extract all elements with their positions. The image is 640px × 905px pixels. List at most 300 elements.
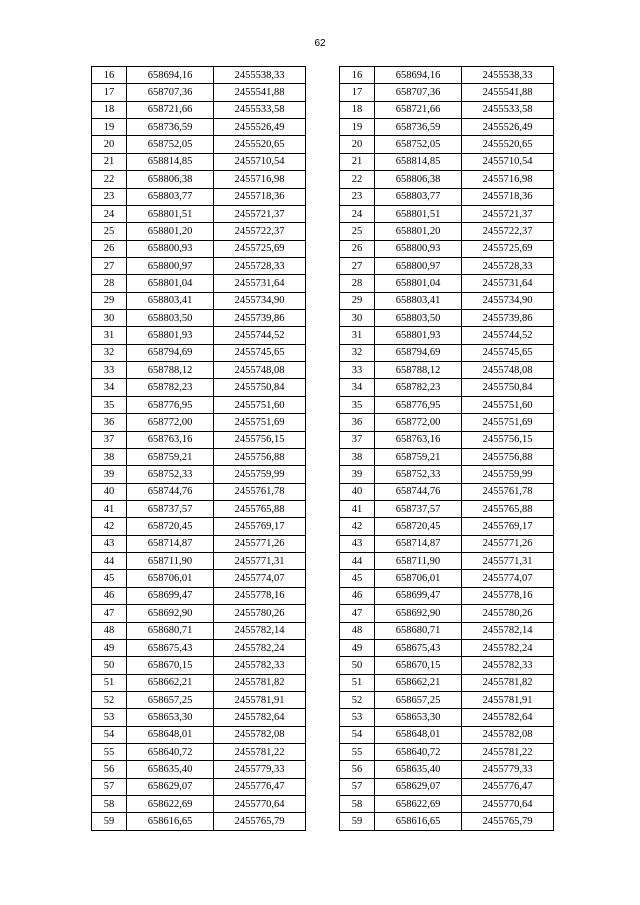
- y-coordinate-cell: 2455721,37: [214, 205, 306, 222]
- x-coordinate-cell: 658721,66: [375, 101, 462, 118]
- point-number-cell: 57: [340, 778, 375, 795]
- x-coordinate-cell: 658776,95: [375, 396, 462, 413]
- y-coordinate-cell: 2455533,58: [462, 101, 554, 118]
- x-coordinate-cell: 658657,25: [127, 691, 214, 708]
- table-row: [92, 136, 306, 153]
- point-number-cell: 33: [92, 362, 127, 379]
- point-number-cell: 51: [340, 674, 375, 691]
- point-number-cell: 31: [92, 327, 127, 344]
- point-number-cell: 54: [92, 726, 127, 743]
- table-row: [92, 205, 306, 222]
- table-row: [92, 396, 306, 413]
- table-row: [340, 119, 554, 136]
- y-coordinate-cell: 2455541,88: [214, 84, 306, 101]
- point-number-cell: 43: [92, 535, 127, 552]
- table-row: [340, 240, 554, 257]
- table-row: [92, 744, 306, 761]
- table-row: [340, 796, 554, 813]
- point-number-cell: 41: [92, 500, 127, 517]
- y-coordinate-cell: 2455538,33: [214, 67, 306, 84]
- x-coordinate-cell: 658653,30: [127, 709, 214, 726]
- point-number-cell: 29: [340, 292, 375, 309]
- table-row: [340, 101, 554, 118]
- table-row: [340, 778, 554, 795]
- point-number-cell: 27: [92, 257, 127, 274]
- point-number-cell: 50: [340, 657, 375, 674]
- y-coordinate-cell: 2455751,69: [462, 414, 554, 431]
- y-coordinate-cell: 2455765,79: [214, 813, 306, 830]
- y-coordinate-cell: 2455716,98: [462, 171, 554, 188]
- y-coordinate-cell: 2455756,88: [462, 448, 554, 465]
- y-coordinate-cell: 2455718,36: [462, 188, 554, 205]
- table-row: [340, 518, 554, 535]
- y-coordinate-cell: 2455782,14: [462, 622, 554, 639]
- y-coordinate-cell: 2455778,16: [462, 587, 554, 604]
- y-coordinate-cell: 2455778,16: [214, 587, 306, 604]
- x-coordinate-cell: 658721,66: [127, 101, 214, 118]
- x-coordinate-cell: 658706,01: [375, 570, 462, 587]
- x-coordinate-cell: 658801,04: [375, 275, 462, 292]
- y-coordinate-cell: 2455761,78: [214, 483, 306, 500]
- y-coordinate-cell: 2455774,07: [462, 570, 554, 587]
- y-coordinate-cell: 2455718,36: [214, 188, 306, 205]
- table-row: [92, 188, 306, 205]
- point-number-cell: 53: [92, 709, 127, 726]
- point-number-cell: 17: [340, 84, 375, 101]
- point-number-cell: 58: [92, 796, 127, 813]
- point-number-cell: 21: [92, 153, 127, 170]
- table-row: [340, 657, 554, 674]
- table-row: [340, 396, 554, 413]
- x-coordinate-cell: 658670,15: [127, 657, 214, 674]
- table-row: [92, 587, 306, 604]
- y-coordinate-cell: 2455728,33: [462, 257, 554, 274]
- x-coordinate-cell: 658794,69: [375, 344, 462, 361]
- point-number-cell: 41: [340, 500, 375, 517]
- x-coordinate-cell: 658782,23: [127, 379, 214, 396]
- x-coordinate-cell: 658801,51: [127, 205, 214, 222]
- point-number-cell: 22: [340, 171, 375, 188]
- y-coordinate-cell: 2455770,64: [462, 796, 554, 813]
- table-row: [92, 605, 306, 622]
- y-coordinate-cell: 2455716,98: [214, 171, 306, 188]
- table-row: [92, 240, 306, 257]
- x-coordinate-cell: 658744,76: [375, 483, 462, 500]
- table-row: [92, 119, 306, 136]
- y-coordinate-cell: 2455782,08: [462, 726, 554, 743]
- table-row: [92, 431, 306, 448]
- point-number-cell: 54: [340, 726, 375, 743]
- table-row: [340, 379, 554, 396]
- point-number-cell: 27: [340, 257, 375, 274]
- table-row: [92, 344, 306, 361]
- point-number-cell: 29: [92, 292, 127, 309]
- table-row: [92, 223, 306, 240]
- y-coordinate-cell: 2455781,82: [214, 674, 306, 691]
- point-number-cell: 43: [340, 535, 375, 552]
- y-coordinate-cell: 2455745,65: [214, 344, 306, 361]
- x-coordinate-cell: 658806,38: [375, 171, 462, 188]
- x-coordinate-cell: 658801,04: [127, 275, 214, 292]
- table-row: [340, 344, 554, 361]
- y-coordinate-cell: 2455779,33: [214, 761, 306, 778]
- y-coordinate-cell: 2455744,52: [214, 327, 306, 344]
- table-row: [92, 570, 306, 587]
- table-row: [92, 171, 306, 188]
- point-number-cell: 16: [92, 67, 127, 84]
- point-number-cell: 45: [92, 570, 127, 587]
- table-row: [92, 726, 306, 743]
- point-number-cell: 58: [340, 796, 375, 813]
- table-row: [92, 448, 306, 465]
- point-number-cell: 36: [92, 414, 127, 431]
- x-coordinate-cell: 658707,36: [375, 84, 462, 101]
- y-coordinate-cell: 2455748,08: [214, 362, 306, 379]
- y-coordinate-cell: 2455750,84: [214, 379, 306, 396]
- table-row: [340, 292, 554, 309]
- point-number-cell: 26: [92, 240, 127, 257]
- point-number-cell: 40: [340, 483, 375, 500]
- point-number-cell: 48: [340, 622, 375, 639]
- y-coordinate-cell: 2455771,31: [462, 553, 554, 570]
- y-coordinate-cell: 2455538,33: [462, 67, 554, 84]
- table-row: [92, 657, 306, 674]
- x-coordinate-cell: 658759,21: [127, 448, 214, 465]
- y-coordinate-cell: 2455710,54: [214, 153, 306, 170]
- x-coordinate-cell: 658776,95: [127, 396, 214, 413]
- point-number-cell: 47: [92, 605, 127, 622]
- table-row: [340, 744, 554, 761]
- table-row: [92, 709, 306, 726]
- y-coordinate-cell: 2455782,33: [214, 657, 306, 674]
- x-coordinate-cell: 658714,87: [375, 535, 462, 552]
- table-row: [340, 67, 554, 84]
- point-number-cell: 56: [92, 761, 127, 778]
- y-coordinate-cell: 2455748,08: [462, 362, 554, 379]
- x-coordinate-cell: 658801,20: [375, 223, 462, 240]
- x-coordinate-cell: 658640,72: [375, 744, 462, 761]
- table-row: [340, 622, 554, 639]
- x-coordinate-cell: 658800,97: [127, 257, 214, 274]
- x-coordinate-cell: 658806,38: [127, 171, 214, 188]
- table-row: [92, 535, 306, 552]
- point-number-cell: 46: [340, 587, 375, 604]
- y-coordinate-cell: 2455751,60: [462, 396, 554, 413]
- x-coordinate-cell: 658657,25: [375, 691, 462, 708]
- y-coordinate-cell: 2455710,54: [462, 153, 554, 170]
- point-number-cell: 18: [340, 101, 375, 118]
- table-row: [340, 431, 554, 448]
- x-coordinate-cell: 658800,97: [375, 257, 462, 274]
- table-row: [92, 622, 306, 639]
- table-row: [340, 500, 554, 517]
- x-coordinate-cell: 658622,69: [375, 796, 462, 813]
- y-coordinate-cell: 2455779,33: [462, 761, 554, 778]
- point-number-cell: 46: [92, 587, 127, 604]
- table-row: [92, 362, 306, 379]
- table-row: [92, 327, 306, 344]
- point-number-cell: 31: [340, 327, 375, 344]
- page-number: 62: [314, 38, 326, 49]
- x-coordinate-cell: 658788,12: [127, 362, 214, 379]
- table-row: [340, 275, 554, 292]
- point-number-cell: 57: [92, 778, 127, 795]
- y-coordinate-cell: 2455765,88: [462, 500, 554, 517]
- x-coordinate-cell: 658763,16: [375, 431, 462, 448]
- point-number-cell: 48: [92, 622, 127, 639]
- x-coordinate-cell: 658720,45: [127, 518, 214, 535]
- x-coordinate-cell: 658711,90: [127, 553, 214, 570]
- y-coordinate-cell: 2455751,69: [214, 414, 306, 431]
- table-row: [340, 414, 554, 431]
- table-row: [92, 553, 306, 570]
- table-row: [92, 483, 306, 500]
- table-row: [340, 709, 554, 726]
- y-coordinate-cell: 2455520,65: [214, 136, 306, 153]
- x-coordinate-cell: 658801,20: [127, 223, 214, 240]
- point-number-cell: 55: [340, 744, 375, 761]
- x-coordinate-cell: 658680,71: [375, 622, 462, 639]
- table-row: [92, 275, 306, 292]
- table-row: [340, 136, 554, 153]
- point-number-cell: 34: [340, 379, 375, 396]
- x-coordinate-cell: 658814,85: [127, 153, 214, 170]
- y-coordinate-cell: 2455722,37: [462, 223, 554, 240]
- x-coordinate-cell: 658794,69: [127, 344, 214, 361]
- point-number-cell: 28: [340, 275, 375, 292]
- point-number-cell: 19: [340, 119, 375, 136]
- table-row: [340, 605, 554, 622]
- x-coordinate-cell: 658803,50: [375, 310, 462, 327]
- x-coordinate-cell: 658648,01: [375, 726, 462, 743]
- point-number-cell: 32: [340, 344, 375, 361]
- point-number-cell: 20: [340, 136, 375, 153]
- point-number-cell: 55: [92, 744, 127, 761]
- y-coordinate-cell: 2455721,37: [462, 205, 554, 222]
- x-coordinate-cell: 658699,47: [375, 587, 462, 604]
- point-number-cell: 40: [92, 483, 127, 500]
- table-row: [340, 362, 554, 379]
- y-coordinate-cell: 2455759,99: [462, 466, 554, 483]
- point-number-cell: 53: [340, 709, 375, 726]
- y-coordinate-cell: 2455781,22: [214, 744, 306, 761]
- point-number-cell: 25: [340, 223, 375, 240]
- y-coordinate-cell: 2455774,07: [214, 570, 306, 587]
- y-coordinate-cell: 2455526,49: [462, 119, 554, 136]
- y-coordinate-cell: 2455725,69: [214, 240, 306, 257]
- y-coordinate-cell: 2455728,33: [214, 257, 306, 274]
- x-coordinate-cell: 658711,90: [375, 553, 462, 570]
- table-row: [340, 587, 554, 604]
- y-coordinate-cell: 2455765,79: [462, 813, 554, 830]
- y-coordinate-cell: 2455731,64: [214, 275, 306, 292]
- y-coordinate-cell: 2455744,52: [462, 327, 554, 344]
- point-number-cell: 22: [92, 171, 127, 188]
- x-coordinate-cell: 658801,93: [127, 327, 214, 344]
- point-number-cell: 42: [92, 518, 127, 535]
- table-row: [92, 84, 306, 101]
- y-coordinate-cell: 2455769,17: [214, 518, 306, 535]
- point-number-cell: 45: [340, 570, 375, 587]
- x-coordinate-cell: 658737,57: [375, 500, 462, 517]
- y-coordinate-cell: 2455765,88: [214, 500, 306, 517]
- table-row: [92, 639, 306, 656]
- y-coordinate-cell: 2455782,64: [214, 709, 306, 726]
- point-number-cell: 38: [92, 448, 127, 465]
- x-coordinate-cell: 658759,21: [375, 448, 462, 465]
- x-coordinate-cell: 658801,93: [375, 327, 462, 344]
- x-coordinate-cell: 658744,76: [127, 483, 214, 500]
- x-coordinate-cell: 658714,87: [127, 535, 214, 552]
- x-coordinate-cell: 658752,05: [375, 136, 462, 153]
- table-row: [340, 691, 554, 708]
- y-coordinate-cell: 2455756,88: [214, 448, 306, 465]
- table-row: [92, 813, 306, 830]
- y-coordinate-cell: 2455541,88: [462, 84, 554, 101]
- table-row: [340, 310, 554, 327]
- x-coordinate-cell: 658622,69: [127, 796, 214, 813]
- x-coordinate-cell: 658662,21: [375, 674, 462, 691]
- x-coordinate-cell: 658803,77: [375, 188, 462, 205]
- x-coordinate-cell: 658694,16: [375, 67, 462, 84]
- y-coordinate-cell: 2455533,58: [214, 101, 306, 118]
- y-coordinate-cell: 2455771,31: [214, 553, 306, 570]
- y-coordinate-cell: 2455731,64: [462, 275, 554, 292]
- point-number-cell: 20: [92, 136, 127, 153]
- x-coordinate-cell: 658772,00: [127, 414, 214, 431]
- table-row: [340, 188, 554, 205]
- point-number-cell: 25: [92, 223, 127, 240]
- x-coordinate-cell: 658670,15: [375, 657, 462, 674]
- table-row: [92, 257, 306, 274]
- y-coordinate-cell: 2455739,86: [462, 310, 554, 327]
- y-coordinate-cell: 2455782,24: [214, 639, 306, 656]
- point-number-cell: 36: [340, 414, 375, 431]
- table-row: [340, 639, 554, 656]
- point-number-cell: 49: [92, 639, 127, 656]
- point-number-cell: 30: [92, 310, 127, 327]
- table-row: [340, 813, 554, 830]
- point-number-cell: 56: [340, 761, 375, 778]
- table-row: [340, 570, 554, 587]
- point-number-cell: 44: [92, 553, 127, 570]
- table-row: [92, 153, 306, 170]
- x-coordinate-cell: 658720,45: [375, 518, 462, 535]
- table-row: [340, 327, 554, 344]
- x-coordinate-cell: 658772,00: [375, 414, 462, 431]
- point-number-cell: 24: [340, 205, 375, 222]
- y-coordinate-cell: 2455781,22: [462, 744, 554, 761]
- point-number-cell: 26: [340, 240, 375, 257]
- y-coordinate-cell: 2455761,78: [462, 483, 554, 500]
- y-coordinate-cell: 2455782,64: [462, 709, 554, 726]
- point-number-cell: 39: [92, 466, 127, 483]
- x-coordinate-cell: 658692,90: [127, 605, 214, 622]
- coordinates-table-left: [91, 66, 306, 831]
- x-coordinate-cell: 658616,65: [375, 813, 462, 830]
- table-row: [340, 674, 554, 691]
- x-coordinate-cell: 658680,71: [127, 622, 214, 639]
- point-number-cell: 28: [92, 275, 127, 292]
- table-row: [92, 310, 306, 327]
- table-row: [92, 761, 306, 778]
- point-number-cell: 35: [340, 396, 375, 413]
- x-coordinate-cell: 658648,01: [127, 726, 214, 743]
- table-row: [340, 726, 554, 743]
- point-number-cell: 32: [92, 344, 127, 361]
- x-coordinate-cell: 658640,72: [127, 744, 214, 761]
- point-number-cell: 17: [92, 84, 127, 101]
- x-coordinate-cell: 658692,90: [375, 605, 462, 622]
- y-coordinate-cell: 2455739,86: [214, 310, 306, 327]
- table-row: [340, 223, 554, 240]
- point-number-cell: 51: [92, 674, 127, 691]
- y-coordinate-cell: 2455722,37: [214, 223, 306, 240]
- x-coordinate-cell: 658803,50: [127, 310, 214, 327]
- point-number-cell: 18: [92, 101, 127, 118]
- table-row: [340, 153, 554, 170]
- point-number-cell: 38: [340, 448, 375, 465]
- x-coordinate-cell: 658763,16: [127, 431, 214, 448]
- point-number-cell: 24: [92, 205, 127, 222]
- point-number-cell: 39: [340, 466, 375, 483]
- table-row: [92, 778, 306, 795]
- y-coordinate-cell: 2455771,26: [214, 535, 306, 552]
- y-coordinate-cell: 2455750,84: [462, 379, 554, 396]
- point-number-cell: 23: [92, 188, 127, 205]
- x-coordinate-cell: 658752,33: [127, 466, 214, 483]
- x-coordinate-cell: 658616,65: [127, 813, 214, 830]
- x-coordinate-cell: 658801,51: [375, 205, 462, 222]
- x-coordinate-cell: 658675,43: [375, 639, 462, 656]
- x-coordinate-cell: 658635,40: [127, 761, 214, 778]
- table-row: [340, 466, 554, 483]
- x-coordinate-cell: 658736,59: [127, 119, 214, 136]
- x-coordinate-cell: 658706,01: [127, 570, 214, 587]
- point-number-cell: 37: [340, 431, 375, 448]
- point-number-cell: 44: [340, 553, 375, 570]
- x-coordinate-cell: 658699,47: [127, 587, 214, 604]
- y-coordinate-cell: 2455776,47: [214, 778, 306, 795]
- y-coordinate-cell: 2455782,24: [462, 639, 554, 656]
- point-number-cell: 59: [92, 813, 127, 830]
- table-row: [340, 483, 554, 500]
- table-row: [92, 67, 306, 84]
- y-coordinate-cell: 2455782,14: [214, 622, 306, 639]
- table-row: [92, 414, 306, 431]
- table-row: [340, 205, 554, 222]
- point-number-cell: 35: [92, 396, 127, 413]
- y-coordinate-cell: 2455751,60: [214, 396, 306, 413]
- y-coordinate-cell: 2455771,26: [462, 535, 554, 552]
- point-number-cell: 42: [340, 518, 375, 535]
- y-coordinate-cell: 2455745,65: [462, 344, 554, 361]
- x-coordinate-cell: 658736,59: [375, 119, 462, 136]
- y-coordinate-cell: 2455520,65: [462, 136, 554, 153]
- table-row: [92, 379, 306, 396]
- x-coordinate-cell: 658675,43: [127, 639, 214, 656]
- x-coordinate-cell: 658800,93: [127, 240, 214, 257]
- y-coordinate-cell: 2455781,91: [214, 691, 306, 708]
- point-number-cell: 30: [340, 310, 375, 327]
- table-row: [340, 535, 554, 552]
- y-coordinate-cell: 2455780,26: [214, 605, 306, 622]
- x-coordinate-cell: 658662,21: [127, 674, 214, 691]
- x-coordinate-cell: 658752,05: [127, 136, 214, 153]
- y-coordinate-cell: 2455781,91: [462, 691, 554, 708]
- x-coordinate-cell: 658629,07: [375, 778, 462, 795]
- table-row: [340, 257, 554, 274]
